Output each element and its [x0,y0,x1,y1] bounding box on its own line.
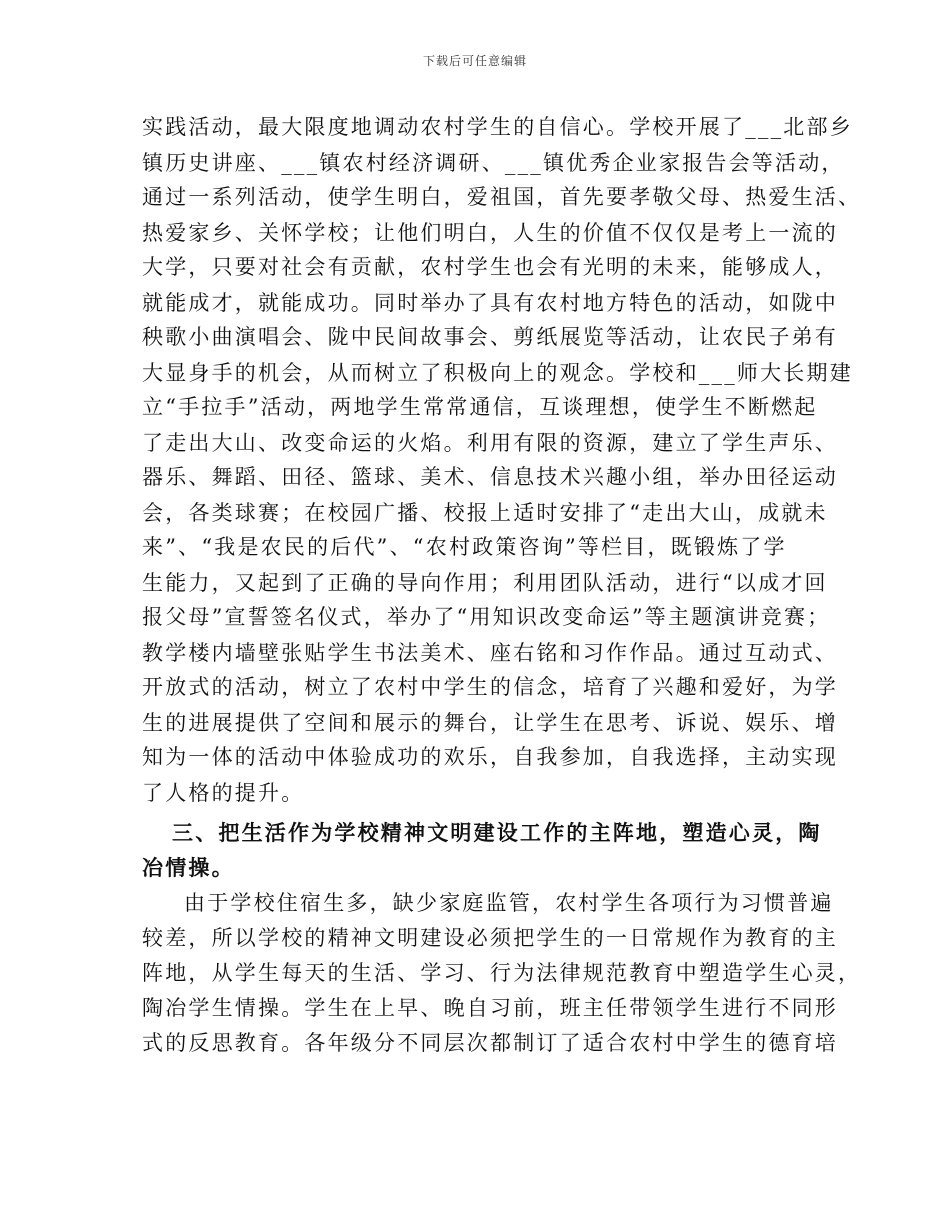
body-text-line: 开放式的活动，树立了农村中学生的信念，培育了兴趣和爱好，为学 [142,675,838,699]
body-text-line: 教学楼内墙壁张贴学生书法美术、座右铭和习作作品。通过互动式、 [142,641,838,665]
body-text-line: 通过一系列活动，使学生明白，爱祖国，首先要孝敬父母、热爱生活、 [142,185,862,209]
body-text-line: 了走出大山、改变命运的火焰。利用有限的资源，建立了学生声乐、 [142,431,838,455]
page-header: 下载后可任意编辑 [422,54,527,68]
body-text-line: 生能力，又起到了正确的导向作用；利用团队活动，进行“以成才回 [142,571,828,595]
body-text-line: 报父母”宣誓签名仪式，举办了“用知识改变命运”等主题演讲竞赛； [142,605,831,629]
body-text-line: 了人格的提升。 [142,781,305,805]
section-heading-3-cont: 冶情操。 [142,855,235,880]
body-text-line: 式的反思教育。各年级分不同层次都制订了适合农村中学生的德育培 [142,1031,838,1055]
body-text-line: 大显身手的机会，从而树立了积极向上的观念。学校和___师大长期建 [142,361,853,385]
body-text-line: 秧歌小曲演唱会、陇中民间故事会、剪纸展览等活动，让农民子弟有 [142,325,838,349]
body-text-line: 器乐、舞蹈、田径、篮球、美术、信息技术兴趣小组，举办田径运动 [142,465,838,489]
body-text-line: 就能成才，就能成功。同时举办了具有农村地方特色的活动，如陇中 [142,291,838,315]
body-text-line: 来”、“我是农民的后代”、“农村政策咨询”等栏目，既锻炼了学 [142,535,787,559]
body-text-line: 大学，只要对社会有贡献，农村学生也会有光明的未来，能够成人， [142,255,838,279]
body-text-line: 由于学校住宿生多，缺少家庭监管，农村学生各项行为习惯普遍 [184,891,834,915]
body-text-line: 镇历史讲座、___镇农村经济调研、___镇优秀企业家报告会等活动， [142,151,845,175]
body-text-line: 知为一体的活动中体验成功的欢乐，自我参加，自我选择，主动实现 [142,745,838,769]
body-text-line: 热爱家乡、关怀学校；让他们明白，人生的价值不仅仅是考上一流的 [142,221,838,245]
section-heading-3: 三、把生活作为学校精神文明建设工作的主阵地，塑造心灵，陶 [172,820,822,845]
body-text-line: 较差，所以学校的精神文明建设必须把学生的一日常规作为教育的主 [142,926,838,950]
body-text-line: 实践活动，最大限度地调动农村学生的自信心。学校开展了___北部乡 [142,115,853,139]
body-text-line: 生的进展提供了空间和展示的舞台，让学生在思考、诉说、娱乐、增 [142,711,838,735]
body-text-line: 陶冶学生情操。学生在上早、晚自习前，班主任带领学生进行不同形 [142,996,838,1020]
body-text-line: 会，各类球赛；在校园广播、校报上适时安排了“走出大山，成就未 [142,501,828,525]
body-text-line: 阵地，从学生每天的生活、学习、行为法律规范教育中塑造学生心灵， [142,961,862,985]
body-text-line: 立“手拉手”活动，两地学生常常通信，互谈理想，使学生不断燃起 [142,395,818,419]
